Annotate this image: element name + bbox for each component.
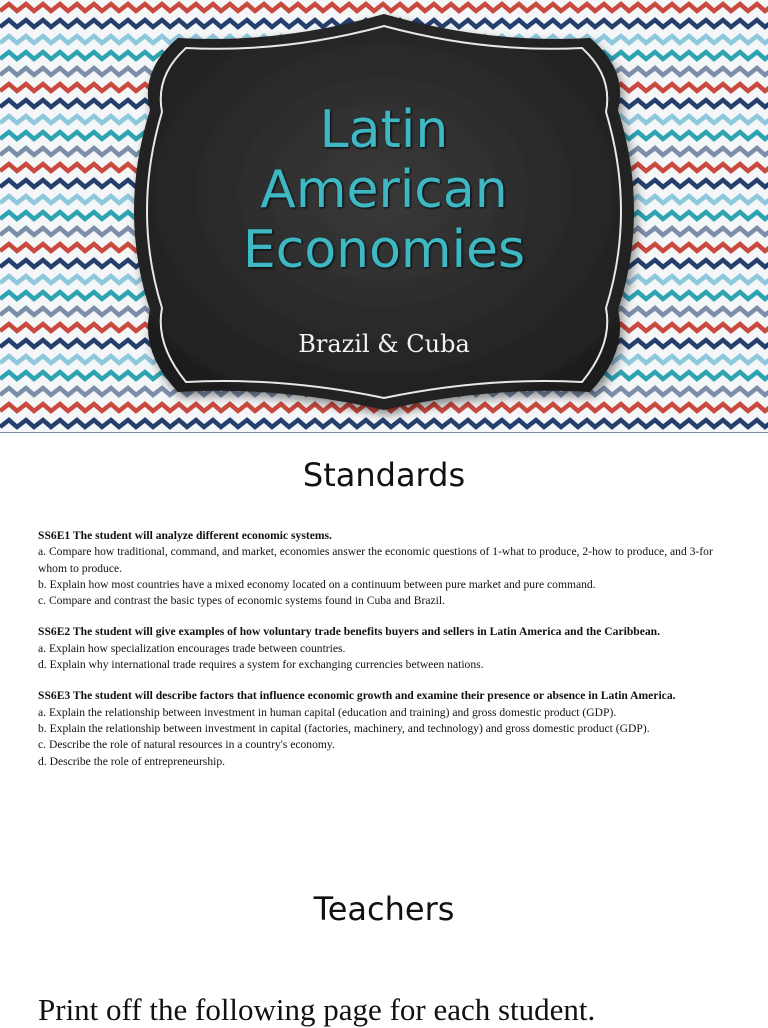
standard-item: d. Explain why international trade requires a system for exchanging currencies between nations. [38,658,484,672]
standard-block-ss6e1 [38,528,728,609]
standard-item: a. Explain how specialization encourages trade between countries. [38,641,346,655]
teacher-instruction: Print off the following page for each student. [38,992,596,1027]
title-line-2: American [260,160,508,220]
title-line-3: Economies [242,220,526,280]
standards-heading: Standards [302,456,466,494]
standard-title: SS6E1 The student will analyze different economic systems. [38,529,332,542]
standard-item: c. Describe the role of natural resources in a country's economy. [38,738,335,752]
standards-list [38,528,728,785]
title-line-1: Latin [319,100,449,160]
standard-title: SS6E3 The student will describe factors that influence economic growth and examine their presence or absence in Latin America. [38,689,676,703]
standard-item: c. Compare and contrast the basic types of economic systems found in Cuba and Brazil. [38,594,445,608]
standard-block-ss6e2 [38,624,728,673]
slide-subtitle: Brazil & Cuba [298,330,470,358]
standard-item: a. Explain the relationship between investment in human capital (education and training) and gross domestic product (GDP). [38,705,617,719]
slide-title [150,100,618,280]
standard-item: b. Explain the relationship between investment in capital (factories, machinery, and technology) and gross domestic product (GDP). [38,721,650,735]
standard-item: a. Compare how traditional, command, and market, economies answer the economic questions of 1-what to produce, 2-how to produce, and 3-for whom to produce. [38,545,713,575]
title-slide [0,0,768,433]
standard-block-ss6e3 [38,688,728,769]
teachers-heading: Teachers [313,890,455,928]
standard-item: d. Describe the role of entrepreneurship. [38,754,226,768]
standard-title: SS6E2 The student will give examples of how voluntary trade benefits buyers and sellers in Latin America and the Caribbean. [38,625,661,639]
standard-item: b. Explain how most countries have a mixed economy located on a continuum between pure market and pure command. [38,577,596,591]
